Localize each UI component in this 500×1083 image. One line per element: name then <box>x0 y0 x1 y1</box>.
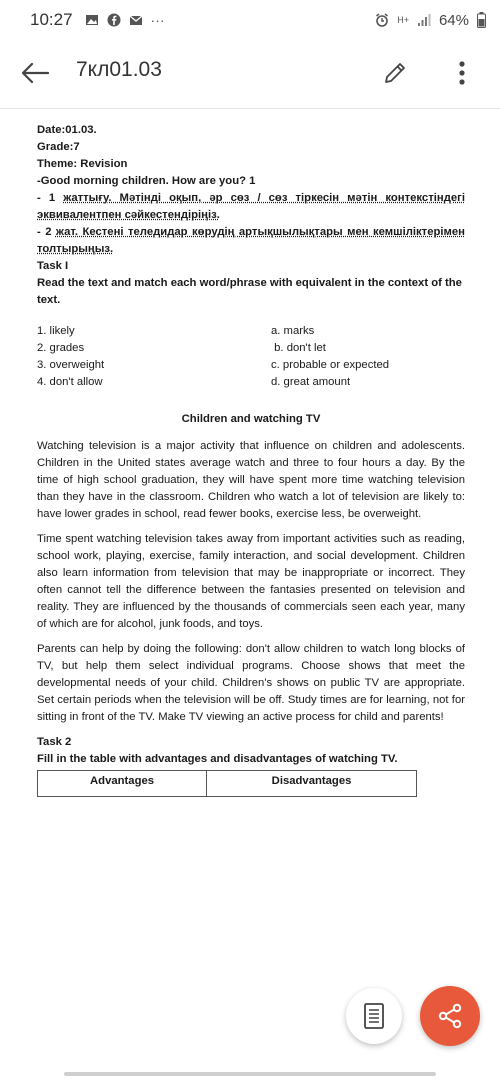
battery-icon <box>477 12 486 28</box>
more-options-button[interactable] <box>448 56 476 90</box>
doc-greeting: -Good morning children. How are you? 1 <box>37 175 256 187</box>
nav-handle[interactable] <box>64 1072 436 1076</box>
task-1-instruction: Read the text and match each word/phrase with equivalent in the context of the text. <box>37 277 462 306</box>
exercise-1-prefix: - 1 <box>37 192 64 204</box>
match-left-item: 1. likely <box>37 325 75 337</box>
exercise-2-prefix: - 2 <box>37 226 56 238</box>
task-2-instruction: Fill in the table with advantages and disadvantages of watching TV. <box>37 753 398 765</box>
match-left-item: 4. don't allow <box>37 376 103 388</box>
match-right-item: d. great amount <box>271 376 351 388</box>
article-title: Children and watching TV <box>181 413 321 425</box>
page-list-button[interactable] <box>346 988 402 1044</box>
doc-grade: Grade:7 <box>37 141 80 153</box>
signal-icon <box>417 13 431 27</box>
app-bar-divider <box>0 108 500 109</box>
article-paragraph: Parents can help by doing the following: don't allow children to watch long blocks of TV, but help them select individual programs. Choose shows that meet the developmental needs of your child. Children's shows on public TV are appropriate. Set certain periods when the television will be off. Study times are for learning, not for sitting in front of the TV. Make TV viewing an active process for child and parents! <box>37 643 465 723</box>
app-bar <box>0 40 500 106</box>
network-type: H+ <box>397 15 409 25</box>
article-paragraph: Watching television is a major activity that influence on children and adolescents. Children in the United states average watch and three to four hours a day. By the time of high school graduation, they will have spent more time watching television than they have in the classroom. Children who watch a lot of television are likely to: have lower grades in school, read fewer books, exercise less, be overweight. <box>37 440 465 520</box>
table-header-disadvantages: Disadvantages <box>207 771 417 797</box>
advantages-table <box>37 770 417 797</box>
status-bar <box>0 0 500 40</box>
status-time: 10:27 <box>30 10 73 29</box>
document-body <box>37 122 465 797</box>
exercise-2-instruction <box>37 224 465 258</box>
match-left-item: 3. overweight <box>37 359 105 371</box>
exercise-2-text: жат. Кестені теледидар көрудің артықшылықтары мен кемшіліктерімен толтырыңыз. <box>37 226 465 255</box>
facebook-icon <box>107 13 121 27</box>
match-right-item: a. marks <box>271 325 315 337</box>
more-vert-icon <box>459 61 465 85</box>
edit-button[interactable] <box>378 56 412 90</box>
share-icon <box>437 1003 463 1029</box>
doc-date: Date:01.03. <box>37 124 97 136</box>
exercise-1-instruction <box>37 190 465 224</box>
battery-percent: 64% <box>438 11 469 29</box>
pencil-icon <box>382 60 408 86</box>
exercise-1-text: жаттығу. Мәтінді оқып, әр сөз / сөз тіркесін мәтін контекстіндегі эквивалентпен сәйкестендіріңіз. <box>37 192 466 221</box>
status-dots: ··· <box>150 12 165 28</box>
task-2-title: Task 2 <box>37 736 72 748</box>
share-button[interactable] <box>420 986 480 1046</box>
image-icon <box>85 13 99 27</box>
matching-list <box>37 323 465 391</box>
document-title: 7кл01.03 <box>76 58 162 81</box>
match-right-item: b. don't let <box>271 342 326 354</box>
task-1-title: Task I <box>37 260 69 272</box>
match-left-item: 2. grades <box>37 342 85 354</box>
table-header-advantages: Advantages <box>38 771 207 797</box>
match-right-item: c. probable or expected <box>271 359 390 371</box>
article-paragraph: Time spent watching television takes away from important activities such as reading, school work, playing, exercise, family interaction, and social development. Children also learn information from television that may be inappropriate or incorrect. They often cannot tell the difference between the fantasies presented on television and reality. They are influenced by the thousands of commercials seen each year, many of which are for alcohol, junk foods, and toys. <box>37 533 465 630</box>
alarm-icon <box>375 13 389 27</box>
back-button[interactable] <box>18 56 52 90</box>
mail-icon <box>129 13 143 27</box>
document-list-icon <box>364 1003 384 1029</box>
doc-theme: Theme: Revision <box>37 158 128 170</box>
back-arrow-icon <box>21 62 49 84</box>
